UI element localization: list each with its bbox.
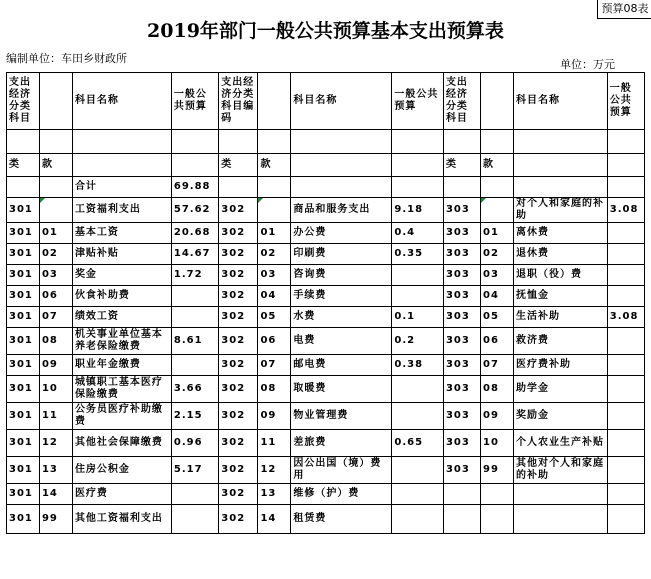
class-code: 302	[219, 484, 258, 505]
item-code: 99	[39, 505, 72, 534]
item-code: 01	[481, 223, 514, 244]
class-code: 302	[219, 403, 258, 430]
subject-name: 退休费	[514, 244, 608, 265]
item-code: 12	[258, 457, 291, 484]
item-code	[481, 505, 514, 534]
budget-value: 5.17	[171, 457, 218, 484]
class-code: 302	[219, 430, 258, 457]
budget-value	[171, 505, 218, 534]
item-code: 02	[481, 244, 514, 265]
class-code: 301	[7, 376, 40, 403]
budget-value	[171, 307, 218, 328]
spacer-row	[7, 130, 645, 154]
subject-name: 城镇职工基本医疗保险缴费	[72, 376, 171, 403]
class-code: 303	[443, 286, 480, 307]
item-code: 03	[258, 265, 291, 286]
subject-name: 租赁费	[291, 505, 392, 534]
header-subject-name: 科目名称	[291, 73, 392, 130]
budget-value	[607, 457, 644, 484]
item-code: 02	[39, 244, 72, 265]
class-code: 303	[443, 355, 480, 376]
budget-value	[392, 376, 444, 403]
header-econ-class: 支出经济分类科目	[7, 73, 40, 130]
budget-value	[607, 223, 644, 244]
header-lei: 类	[443, 154, 480, 177]
item-code: 01	[39, 223, 72, 244]
table-row	[7, 286, 645, 307]
item-code: 07	[481, 355, 514, 376]
subject-name: 个人农业生产补贴	[514, 430, 608, 457]
table-row	[7, 484, 645, 505]
class-code: 303	[443, 223, 480, 244]
header-lei: 类	[7, 154, 40, 177]
header-budget: 一般公共预算	[171, 73, 218, 130]
class-code: 301	[7, 505, 40, 534]
class-code: 302	[219, 457, 258, 484]
class-code: 301	[7, 403, 40, 430]
page-title: 2019年部门一般公共预算基本支出预算表	[147, 20, 504, 42]
item-code: 09	[481, 403, 514, 430]
budget-value	[607, 484, 644, 505]
subject-name: 咨询费	[291, 265, 392, 286]
item-code: 06	[481, 328, 514, 355]
subject-name: 医疗费	[72, 484, 171, 505]
subject-name: 抚恤金	[514, 286, 608, 307]
header-kuan: 款	[39, 154, 72, 177]
total-row	[7, 177, 645, 198]
item-code: 10	[481, 430, 514, 457]
table-row	[7, 198, 645, 223]
total-value: 69.88	[171, 177, 218, 198]
budget-value	[607, 265, 644, 286]
header-row	[7, 73, 645, 130]
item-code: 13	[258, 484, 291, 505]
item-code	[258, 198, 291, 223]
subject-name: 医疗费补助	[514, 355, 608, 376]
class-code: 303	[443, 307, 480, 328]
class-code: 303	[443, 265, 480, 286]
budget-value: 9.18	[392, 198, 444, 223]
item-code: 08	[258, 376, 291, 403]
subject-name	[514, 484, 608, 505]
subject-name: 机关事业单位基本养老保险缴费	[72, 328, 171, 355]
class-code: 302	[219, 244, 258, 265]
class-code: 302	[219, 355, 258, 376]
class-code: 303	[443, 457, 480, 484]
class-code: 301	[7, 265, 40, 286]
budget-value	[392, 457, 444, 484]
budget-value	[607, 403, 644, 430]
item-code: 08	[39, 328, 72, 355]
header-budget: 一般公共预算	[392, 73, 444, 130]
class-code: 301	[7, 286, 40, 307]
class-code: 302	[219, 198, 258, 223]
subject-name: 绩效工资	[72, 307, 171, 328]
item-code: 11	[39, 403, 72, 430]
class-code: 302	[219, 307, 258, 328]
header-lei: 类	[219, 154, 258, 177]
subject-name: 其他对个人和家庭的补助	[514, 457, 608, 484]
class-code: 301	[7, 223, 40, 244]
budget-value: 2.15	[171, 403, 218, 430]
class-code: 301	[7, 430, 40, 457]
total-label: 合计	[72, 177, 171, 198]
table-row	[7, 244, 645, 265]
subject-name: 水费	[291, 307, 392, 328]
budget-value: 14.67	[171, 244, 218, 265]
item-code: 11	[258, 430, 291, 457]
table-row	[7, 403, 645, 430]
class-code	[443, 484, 480, 505]
subject-name: 维修（护）费	[291, 484, 392, 505]
table-row	[7, 505, 645, 534]
item-code: 12	[39, 430, 72, 457]
subject-name: 生活补助	[514, 307, 608, 328]
header-econ-class-code: 支出经济分类科目编码	[219, 73, 258, 130]
subject-name	[514, 505, 608, 534]
budget-value	[607, 430, 644, 457]
table-row	[7, 223, 645, 244]
budget-value	[392, 484, 444, 505]
budget-value	[171, 355, 218, 376]
item-code: 03	[481, 265, 514, 286]
subject-name: 基本工资	[72, 223, 171, 244]
item-code: 06	[39, 286, 72, 307]
header-subject-name: 科目名称	[514, 73, 608, 130]
class-code: 303	[443, 403, 480, 430]
budget-value	[392, 286, 444, 307]
class-code: 302	[219, 223, 258, 244]
budget-value	[607, 244, 644, 265]
item-code: 05	[481, 307, 514, 328]
budget-value: 57.62	[171, 198, 218, 223]
form-number-label: 预算08表	[597, 0, 651, 19]
header-econ-class: 支出经济分类科目	[443, 73, 480, 130]
budget-value	[171, 484, 218, 505]
header-budget: 一般公共预算	[607, 73, 644, 130]
lei-kuan-row	[7, 154, 645, 177]
item-code: 09	[39, 355, 72, 376]
subject-name: 退职（役）费	[514, 265, 608, 286]
subject-name: 印刷费	[291, 244, 392, 265]
budget-value	[392, 403, 444, 430]
subject-name: 电费	[291, 328, 392, 355]
item-code: 10	[39, 376, 72, 403]
budget-value: 1.72	[171, 265, 218, 286]
class-code: 303	[443, 244, 480, 265]
item-code: 14	[39, 484, 72, 505]
budget-value	[392, 265, 444, 286]
class-code: 303	[443, 376, 480, 403]
budget-value: 8.61	[171, 328, 218, 355]
class-code: 302	[219, 505, 258, 534]
budget-value: 0.2	[392, 328, 444, 355]
item-code	[39, 198, 72, 223]
subject-name: 手续费	[291, 286, 392, 307]
subject-name: 办公费	[291, 223, 392, 244]
item-code: 01	[258, 223, 291, 244]
budget-value: 0.35	[392, 244, 444, 265]
subject-name: 离休费	[514, 223, 608, 244]
budget-value: 3.08	[607, 198, 644, 223]
budget-value	[607, 286, 644, 307]
class-code: 301	[7, 244, 40, 265]
class-code: 303	[443, 328, 480, 355]
budget-value: 0.96	[171, 430, 218, 457]
item-code: 99	[481, 457, 514, 484]
budget-value: 0.65	[392, 430, 444, 457]
item-code: 13	[39, 457, 72, 484]
budget-value	[607, 355, 644, 376]
budget-value: 20.68	[171, 223, 218, 244]
item-code: 07	[39, 307, 72, 328]
class-code: 302	[219, 265, 258, 286]
subject-name: 奖金	[72, 265, 171, 286]
subject-name: 物业管理费	[291, 403, 392, 430]
subject-name: 商品和服务支出	[291, 198, 392, 223]
item-code: 07	[258, 355, 291, 376]
subject-name: 取暖费	[291, 376, 392, 403]
item-code: 09	[258, 403, 291, 430]
class-code: 302	[219, 376, 258, 403]
subject-name: 因公出国（境）费用	[291, 457, 392, 484]
subject-name: 其他工资福利支出	[72, 505, 171, 534]
budget-value: 0.1	[392, 307, 444, 328]
item-code: 05	[258, 307, 291, 328]
table-row	[7, 376, 645, 403]
budget-value	[171, 286, 218, 307]
class-code: 301	[7, 457, 40, 484]
item-code: 08	[481, 376, 514, 403]
budget-value	[607, 505, 644, 534]
item-code: 04	[258, 286, 291, 307]
table-row	[7, 265, 645, 286]
budget-value	[392, 505, 444, 534]
table-row	[7, 328, 645, 355]
subject-name: 助学金	[514, 376, 608, 403]
subject-name: 救济费	[514, 328, 608, 355]
item-code: 02	[258, 244, 291, 265]
header-kuan: 款	[258, 154, 291, 177]
class-code: 302	[219, 286, 258, 307]
subject-name: 津贴补贴	[72, 244, 171, 265]
class-code: 303	[443, 430, 480, 457]
currency-unit: 单位：万元	[560, 58, 615, 71]
item-code: 06	[258, 328, 291, 355]
table-row	[7, 355, 645, 376]
budget-value	[607, 328, 644, 355]
subject-name: 邮电费	[291, 355, 392, 376]
subject-name: 其他社会保障缴费	[72, 430, 171, 457]
table-row	[7, 307, 645, 328]
subject-name: 职业年金缴费	[72, 355, 171, 376]
subject-name: 工资福利支出	[72, 198, 171, 223]
subject-name: 差旅费	[291, 430, 392, 457]
item-code: 14	[258, 505, 291, 534]
table-row	[7, 430, 645, 457]
class-code: 302	[219, 328, 258, 355]
budget-value: 3.08	[607, 307, 644, 328]
item-code	[481, 198, 514, 223]
class-code: 301	[7, 355, 40, 376]
budget-value	[607, 376, 644, 403]
item-code: 03	[39, 265, 72, 286]
table-row	[7, 457, 645, 484]
budget-value: 0.4	[392, 223, 444, 244]
class-code: 301	[7, 328, 40, 355]
subject-name: 住房公积金	[72, 457, 171, 484]
class-code	[443, 505, 480, 534]
budget-value: 0.38	[392, 355, 444, 376]
subject-name: 公务员医疗补助缴费	[72, 403, 171, 430]
header-kuan: 款	[481, 154, 514, 177]
item-code	[481, 484, 514, 505]
item-code: 04	[481, 286, 514, 307]
budget-table	[6, 72, 645, 534]
class-code: 301	[7, 307, 40, 328]
class-code: 301	[7, 198, 40, 223]
subject-name: 对个人和家庭的补助	[514, 198, 608, 223]
subject-name: 奖励金	[514, 403, 608, 430]
class-code: 301	[7, 484, 40, 505]
subject-name: 伙食补助费	[72, 286, 171, 307]
budget-value: 3.66	[171, 376, 218, 403]
header-subject-name: 科目名称	[72, 73, 171, 130]
class-code: 303	[443, 198, 480, 223]
compiling-unit: 编制单位：车田乡财政所	[6, 52, 127, 65]
